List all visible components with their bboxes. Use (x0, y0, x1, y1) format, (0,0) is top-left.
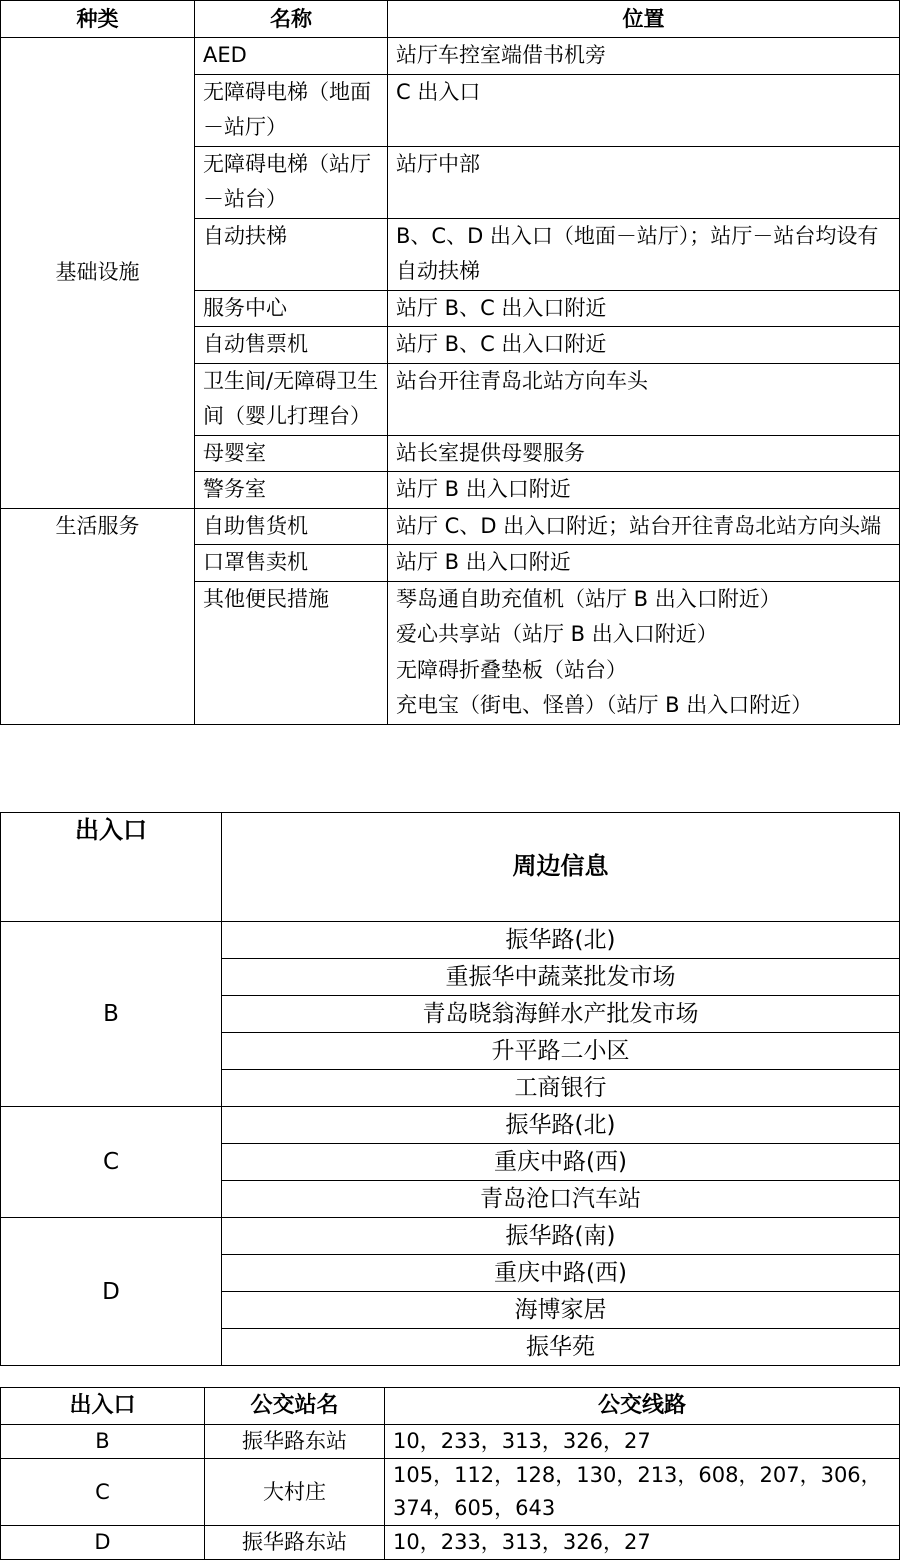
station-cell: 振华路东站 (205, 1526, 385, 1560)
table-row (1, 38, 900, 75)
location-line: 爱心共享站（站厅 B 出入口附近） (396, 622, 718, 646)
surrounding-item: 振华路(北) (222, 1107, 900, 1144)
station-cell: 振华路东站 (205, 1425, 385, 1459)
exit-cell: B (1, 1425, 205, 1459)
facility-location: 站厅中部 (388, 146, 900, 218)
table-row (1, 1459, 900, 1526)
station-cell: 大村庄 (205, 1459, 385, 1526)
location-line: 琴岛通自助充值机（站厅 B 出入口附近） (396, 586, 781, 611)
facility-name: 自助售货机 (195, 508, 388, 545)
surrounding-item: 重庆中路(西) (222, 1255, 900, 1292)
facility-name: AED (195, 38, 388, 75)
surrounding-item: 海博家居 (222, 1292, 900, 1329)
table-row (1, 922, 900, 959)
facility-location: 站厅 B、C 出入口附近 (388, 290, 900, 327)
category-cell: 基础设施 (1, 38, 195, 509)
surrounding-item: 工商银行 (222, 1070, 900, 1107)
table-row (1, 1425, 900, 1459)
header-routes: 公交线路 (385, 1388, 900, 1425)
surrounding-item: 振华路(北) (222, 922, 900, 959)
surrounding-item: 升平路二小区 (222, 1033, 900, 1070)
surroundings-table (0, 812, 900, 1366)
facility-name: 无障碍电梯（地面－站厅） (195, 74, 388, 146)
facility-name: 服务中心 (195, 290, 388, 327)
bus-table (0, 1387, 900, 1560)
exit-cell: C (1, 1459, 205, 1526)
header-surroundings: 周边信息 (222, 813, 900, 922)
facility-name: 无障碍电梯（站厅－站台） (195, 146, 388, 218)
bus-header-row (1, 1388, 900, 1425)
surrounding-item: 青岛晓翁海鲜水产批发市场 (222, 996, 900, 1033)
facility-name: 母婴室 (195, 435, 388, 472)
table-row (1, 1107, 900, 1144)
routes-cell: 10，233，313，326，27 (385, 1425, 900, 1459)
header-station: 公交站名 (205, 1388, 385, 1425)
location-line: 无障碍折叠垫板（站台） (396, 657, 627, 682)
facility-location (388, 581, 900, 724)
category-cell: 生活服务 (1, 508, 195, 724)
facility-name: 警务室 (195, 472, 388, 509)
routes-cell: 10，233，313，326，27 (385, 1526, 900, 1560)
facility-location: C 出入口 (388, 74, 900, 146)
facility-location: 站厅 C、D 出入口附近；站台开往青岛北站方向头端 (388, 508, 900, 545)
header-location: 位置 (388, 1, 900, 38)
facility-location: B、C、D 出入口（地面－站厅）；站厅－站台均设有自动扶梯 (388, 218, 900, 290)
exit-cell: B (1, 922, 222, 1107)
surrounding-item: 振华路(南) (222, 1218, 900, 1255)
facility-name: 自动扶梯 (195, 218, 388, 290)
routes-cell: 105，112，128，130，213，608，207，306，374，605，643 (385, 1459, 900, 1526)
facility-location: 站厅 B 出入口附近 (388, 545, 900, 582)
exit-cell: C (1, 1107, 222, 1218)
surrounding-item: 青岛沧口汽车站 (222, 1181, 900, 1218)
facility-location: 站台开往青岛北站方向车头 (388, 363, 900, 435)
table-row (1, 508, 900, 545)
table-row (1, 1218, 900, 1255)
facility-name: 卫生间/无障碍卫生间（婴儿打理台） (195, 363, 388, 435)
facility-name: 自动售票机 (195, 327, 388, 364)
location-line: 充电宝（街电、怪兽）（站厅 B 出入口附近） (396, 693, 813, 717)
header-name: 名称 (195, 1, 388, 38)
surrounding-item: 振华苑 (222, 1329, 900, 1366)
facility-location: 站厅 B 出入口附近 (388, 472, 900, 509)
surroundings-header-row (1, 813, 900, 922)
facility-name: 其他便民措施 (195, 581, 388, 724)
facility-location: 站厅车控室端借书机旁 (388, 38, 900, 75)
table-row (1, 1526, 900, 1560)
exit-cell: D (1, 1218, 222, 1366)
header-exit: 出入口 (1, 1388, 205, 1425)
facility-location: 站长室提供母婴服务 (388, 435, 900, 472)
header-category: 种类 (1, 1, 195, 38)
surrounding-item: 重振华中蔬菜批发市场 (222, 959, 900, 996)
exit-cell: D (1, 1526, 205, 1560)
facilities-header-row (1, 1, 900, 38)
facility-name: 口罩售卖机 (195, 545, 388, 582)
facility-location: 站厅 B、C 出入口附近 (388, 327, 900, 364)
facilities-table (0, 0, 900, 725)
header-exit: 出入口 (1, 813, 222, 922)
surrounding-item: 重庆中路(西) (222, 1144, 900, 1181)
